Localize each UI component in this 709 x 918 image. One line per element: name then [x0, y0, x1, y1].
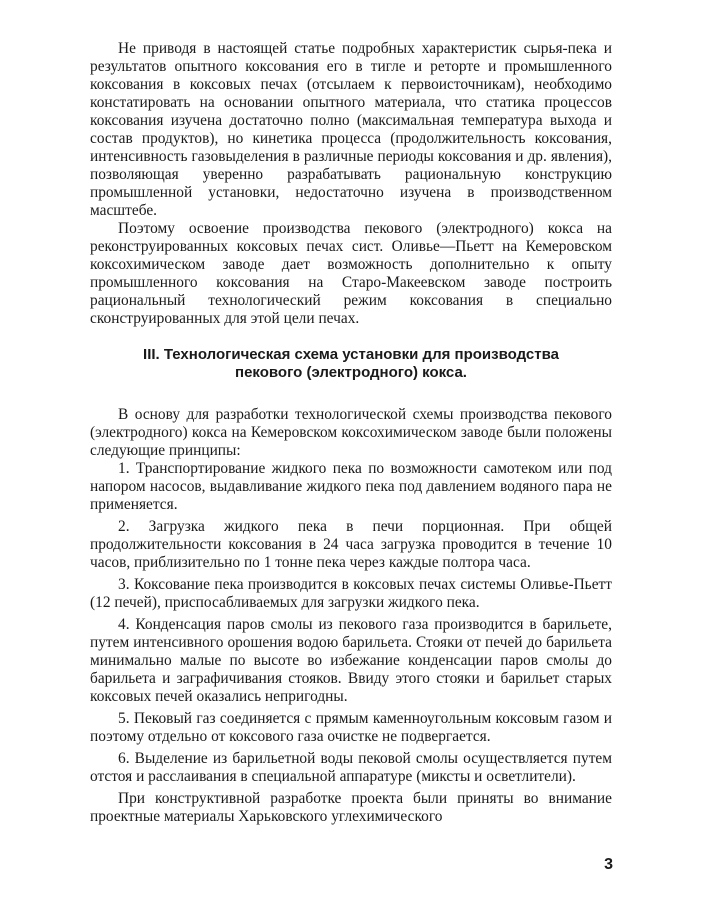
paragraph-closing: При конструктивной разработке проекта были приняты во внимание проектные материалы Харьковского углехимического [90, 790, 612, 825]
section-heading: III. Технологическая схема установки для производства пекового (электродного) кокса. [143, 346, 559, 381]
principle-item: 5. Пековый газ соединяется с прямым каменноугольным коксовым газом и поэтому отдельно от коксового газа очистке не подвергается. [90, 710, 612, 745]
principle-item: 2. Загрузка жидкого пека в печи порционная. При общей продолжительности коксования в 24 часа загрузка проводится в течение 10 часов, приблизительно по 1 тонне пека через каждые полтора часа. [90, 518, 612, 571]
document-page [90, 40, 612, 826]
principle-item: 6. Выделение из барильетной воды пековой смолы осуществляется путем отстоя и расслаивания в специальной аппаратуре (миксты и осветлители). [90, 750, 612, 785]
paragraph-principles-intro: В основу для разработки технологической схемы производства пекового (электродного) кокса на Кемеровском коксохимическом заводе были положены следующие принципы: [90, 406, 612, 459]
principle-item: 3. Коксование пека производится в коксовых печах системы Оливье-Пьетт (12 печей), приспосабливаемых для загрузки жидкого пека. [90, 576, 612, 611]
principles-list [90, 460, 612, 786]
paragraph-characteristics: Не приводя в настоящей статье подробных характеристик сырья-пека и результатов опытного коксования его в тигле и реторте и промышленного коксования в коксовых печах (отсылаем к первоисточникам), необходимо констатировать на основании опытного материала, что статика процессов коксования изучена достаточно полно (максимальная температура выхода и состав продуктов), но кинетика процесса (продолжительность коксования, интенсивность газовыделения в различные периоды коксования и др. явления), позволяющая уверенно разрабатывать рациональную конструкцию промышленной установки, недостаточно изучена в производственном масштебе. [90, 40, 612, 219]
paragraph-production-mastery: Поэтому освоение производства пекового (электродного) кокса на реконструированных коксовых печах сист. Оливье—Пьетт на Кемеровском коксохимическом заводе дает возможность дополнительно к опыту промышленного коксования на Старо-Макеевском заводе построить рациональный технологический режим коксования в специально сконструированных для этой цели печах. [90, 220, 612, 327]
principle-item: 1. Транспортирование жидкого пека по возможности самотеком или под напором насосов, выдавливание жидкого пека под давлением водяного пара не применяется. [90, 460, 612, 513]
page-number: 3 [604, 856, 613, 873]
principle-item: 4. Конденсация паров смолы из пекового газа производится в барильете, путем интенсивного орошения водою барильета. Стояки от печей до барильета минимально малые по высоте во избежание конденсации паров смолы до барильета и заграфичивания стояков. Ввиду этого стояки и барильет старых коксовых печей оказались непригодны. [90, 616, 612, 705]
